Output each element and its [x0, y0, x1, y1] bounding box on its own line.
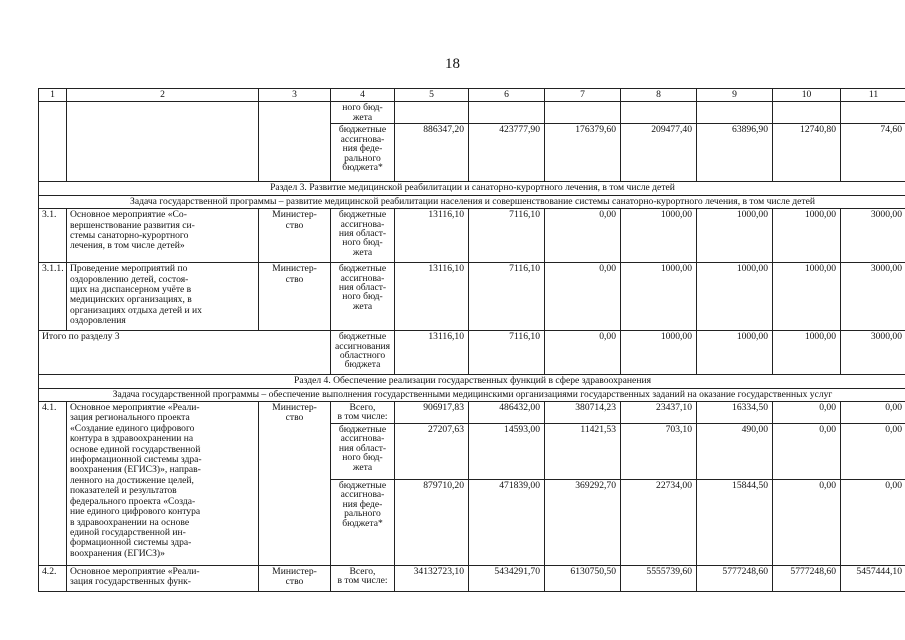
table-row — [39, 402, 905, 424]
value-cell: 1000,00 — [621, 263, 697, 331]
col-header: 6 — [469, 89, 545, 102]
value-cell: 490,00 — [697, 424, 773, 480]
value-cell: 63896,90 — [697, 124, 773, 182]
value-cell: 886347,20 — [395, 124, 469, 182]
activity-text: Проведение мероприятий по оздоровлению детей, состоя- щих на диспансерном учёте в медицинских организациях, в организациях отдыха детей и их оздоровления — [67, 263, 259, 331]
value-cell: 7116,10 — [469, 331, 545, 375]
col-header: 4 — [331, 89, 395, 102]
section-heading-row — [39, 182, 905, 195]
program-table — [38, 88, 905, 592]
col-header: 3 — [259, 89, 331, 102]
value-cell: 0,00 — [841, 424, 905, 480]
value-cell: 0,00 — [545, 209, 621, 263]
value-cell: 23437,10 — [621, 402, 697, 424]
value-cell: 1000,00 — [773, 209, 841, 263]
total-label: Итого по разделу 3 — [39, 331, 331, 375]
row-number: 4.2. — [39, 566, 67, 592]
value-cell: 5555739,60 — [621, 566, 697, 592]
value-cell: 369292,70 — [545, 480, 621, 566]
value-cell: 380714,23 — [545, 402, 621, 424]
table-row — [39, 102, 905, 124]
executor: Министер- ство — [259, 402, 331, 566]
value-cell: 7116,10 — [469, 209, 545, 263]
value-cell: 5777248,60 — [697, 566, 773, 592]
value-cell: 1000,00 — [621, 331, 697, 375]
value-cell: 16334,50 — [697, 402, 773, 424]
value-cell: 3000,00 — [841, 263, 905, 331]
header-row — [39, 89, 905, 102]
page-number: 18 — [445, 56, 460, 72]
value-cell: 1000,00 — [697, 209, 773, 263]
value-cell: 0,00 — [773, 424, 841, 480]
col-header: 11 — [841, 89, 905, 102]
value-cell: 14593,00 — [469, 424, 545, 480]
activity-text: Основное мероприятие «Реали- зация государственных функ- — [67, 566, 259, 592]
value-cell: 13116,10 — [395, 331, 469, 375]
executor: Министер- ство — [259, 566, 331, 592]
total-row — [39, 331, 905, 375]
value-cell: 176379,60 — [545, 124, 621, 182]
executor: Министер- ство — [259, 263, 331, 331]
funding-source: бюджетные ассигнова- ния област- ного бюд- жета — [331, 424, 395, 480]
value-cell: 0,00 — [545, 331, 621, 375]
value-cell: 0,00 — [773, 480, 841, 566]
value-cell: 11421,53 — [545, 424, 621, 480]
table-row — [39, 566, 905, 592]
funding-source: бюджетные ассигнова- ния област- ного бюд- жета — [331, 263, 395, 331]
value-cell: 22734,00 — [621, 480, 697, 566]
row-number: 4.1. — [39, 402, 67, 566]
value-cell: 34132723,10 — [395, 566, 469, 592]
value-cell: 12740,80 — [773, 124, 841, 182]
value-cell: 486432,00 — [469, 402, 545, 424]
value-cell: 0,00 — [773, 402, 841, 424]
task-heading: Задача государственной программы – развитие медицинской реабилитации населения и совершенствование системы санаторно-курортного лечения, в том числе детей — [39, 195, 905, 208]
value-cell: 471839,00 — [469, 480, 545, 566]
value-cell: 0,00 — [841, 402, 905, 424]
value-cell: 423777,90 — [469, 124, 545, 182]
executor: Министер- ство — [259, 209, 331, 263]
value-cell: 7116,10 — [469, 263, 545, 331]
row-number: 3.1. — [39, 209, 67, 263]
funding-source: бюджетные ассигнования областного бюджета — [331, 331, 395, 375]
value-cell: 0,00 — [841, 480, 905, 566]
table-row — [39, 263, 905, 331]
value-cell: 879710,20 — [395, 480, 469, 566]
col-header: 7 — [545, 89, 621, 102]
section-heading-row — [39, 375, 905, 388]
table-row — [39, 209, 905, 263]
value-cell: 13116,10 — [395, 263, 469, 331]
task-row — [39, 195, 905, 208]
value-cell: 3000,00 — [841, 331, 905, 375]
funding-source: бюджетные ассигнова- ния феде- рального бюджета* — [331, 480, 395, 566]
value-cell: 6130750,50 — [545, 566, 621, 592]
task-row — [39, 388, 905, 401]
value-cell: 5777248,60 — [773, 566, 841, 592]
value-cell: 906917,83 — [395, 402, 469, 424]
col-header: 9 — [697, 89, 773, 102]
funding-source: ного бюд- жета — [331, 102, 395, 124]
funding-source: Всего, в том числе: — [331, 566, 395, 592]
activity-text: Основное мероприятие «Реали- зация регионального проекта «Создание единого цифрового контура в здравоохранении на основе единой государственной информационной системы здра- воохранения (ЕГИСЗ)», направ- ленного на достижение целей, показателей и результатов федерального проекта «Созда- ние единого цифрового контура в здравоохранении на основе единой государственной ин- формационной системы здра- воохранения (ЕГИСЗ)» — [67, 402, 259, 566]
funding-source: бюджетные ассигнова- ния област- ного бюд- жета — [331, 209, 395, 263]
col-header: 8 — [621, 89, 697, 102]
value-cell: 703,10 — [621, 424, 697, 480]
section-heading: Раздел 3. Развитие медицинской реабилитации и санаторно-курортного лечения, в том числе детей — [39, 182, 905, 195]
value-cell: 1000,00 — [697, 331, 773, 375]
value-cell: 1000,00 — [773, 263, 841, 331]
value-cell: 15844,50 — [697, 480, 773, 566]
col-header: 1 — [39, 89, 67, 102]
col-header: 5 — [395, 89, 469, 102]
value-cell: 0,00 — [545, 263, 621, 331]
value-cell: 209477,40 — [621, 124, 697, 182]
funding-source: Всего, в том числе: — [331, 402, 395, 424]
value-cell: 3000,00 — [841, 209, 905, 263]
funding-source: бюджетные ассигнова- ния феде- рального бюджета* — [331, 124, 395, 182]
value-cell: 1000,00 — [697, 263, 773, 331]
value-cell: 5457444,10 — [841, 566, 905, 592]
col-header: 10 — [773, 89, 841, 102]
activity-text: Основное мероприятие «Со- вершенствование развития си- стемы санаторно-курортного лечения, в том числе детей» — [67, 209, 259, 263]
value-cell: 1000,00 — [773, 331, 841, 375]
task-heading: Задача государственной программы – обеспечение выполнения государственными медицинскими организациями государственных заданий на оказание государственных услуг — [39, 388, 905, 401]
value-cell: 13116,10 — [395, 209, 469, 263]
section-heading: Раздел 4. Обеспечение реализации государственных функций в сфере здравоохранения — [39, 375, 905, 388]
col-header: 2 — [67, 89, 259, 102]
value-cell: 27207,63 — [395, 424, 469, 480]
value-cell: 74,60 — [841, 124, 905, 182]
value-cell: 1000,00 — [621, 209, 697, 263]
value-cell: 5434291,70 — [469, 566, 545, 592]
row-number: 3.1.1. — [39, 263, 67, 331]
